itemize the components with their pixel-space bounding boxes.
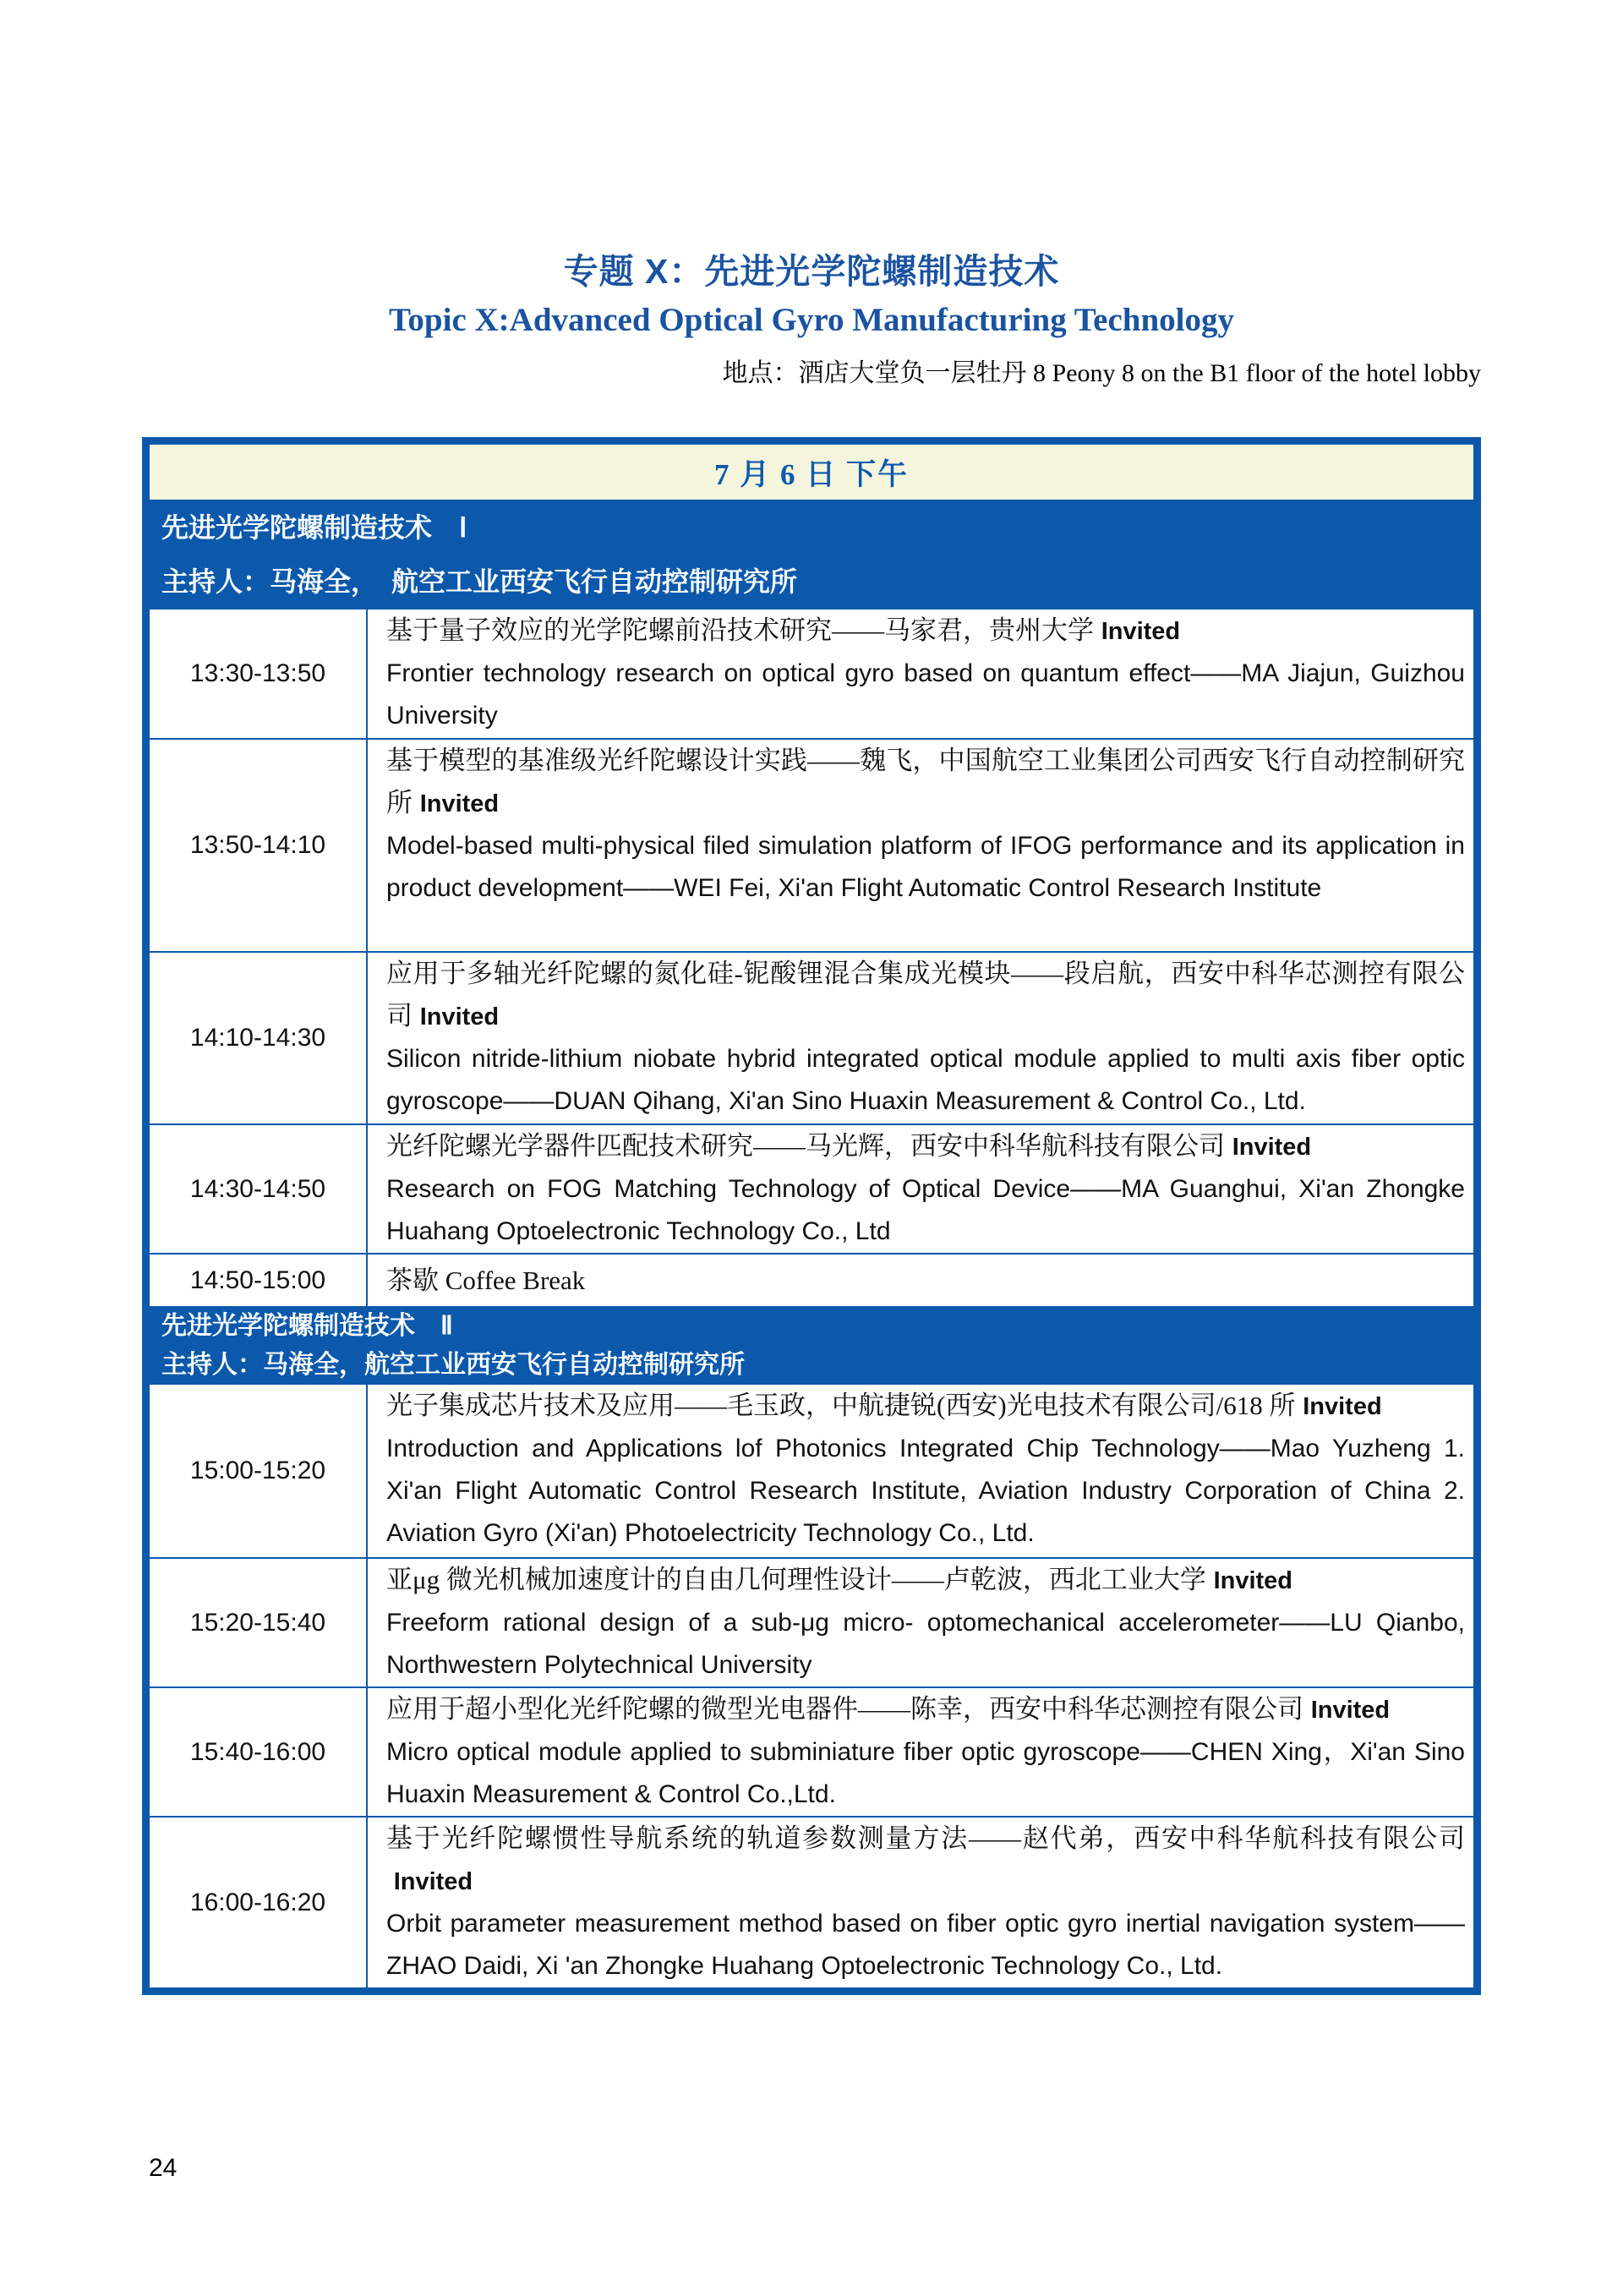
- talk-cell: [368, 953, 1473, 1123]
- talk-title-zh: 亚μg 微光机械加速度计的自由几何理性设计——卢乾波，西北工业大学 Invited: [386, 1565, 1293, 1594]
- talk-title-en: Silicon nitride-lithium niobate hybrid integrated optical module applied to multi axis fiber optic gyroscope——DUAN Qihang, Xi'an Sino Huaxin Measurement & Control Co., Ltd.: [386, 1045, 1465, 1115]
- table-row: [150, 951, 1473, 1123]
- time-cell: 15:20-15:40: [150, 1559, 368, 1686]
- time-cell: 16:00-16:20: [150, 1818, 368, 1987]
- talk-cell: [368, 1255, 1473, 1306]
- table-row: [150, 610, 1473, 738]
- page-title-en: Topic X:Advanced Optical Gyro Manufacturing Technology: [388, 302, 1235, 338]
- talk-cell: [368, 610, 1473, 738]
- invited-badge: Invited: [419, 790, 500, 817]
- schedule-table: [142, 437, 1481, 1995]
- talk-title-zh: 应用于多轴光纤陀螺的氮化硅-铌酸锂混合集成光模块——段启航，西安中科华芯测控有限公司 Invited: [386, 959, 1465, 1030]
- table-row: [150, 1686, 1473, 1816]
- talk-title-zh: 光子集成芯片技术及应用——毛玉政，中航捷锐(西安)光电技术有限公司/618 所 Invited: [386, 1391, 1382, 1420]
- time-cell: 14:30-14:50: [150, 1125, 368, 1253]
- invited-badge: Invited: [1232, 1134, 1312, 1161]
- talk-cell: [368, 1385, 1473, 1557]
- talk-title-en: Micro optical module applied to subminiature fiber optic gyroscope——CHEN Xing，Xi'an Sino Huaxin Measurement & Control Co.,Ltd.: [386, 1738, 1465, 1808]
- time-cell: 14:10-14:30: [150, 953, 368, 1123]
- time-cell: 15:00-15:20: [150, 1385, 368, 1557]
- talk-title-en: Model-based multi-physical filed simulation platform of IFOG performance and its application in product development——WEI Fei, Xi'an Flight Automatic Control Research Institute: [386, 832, 1465, 902]
- page-title-zh: 专题 X：先进光学陀螺制造技术: [563, 252, 1060, 291]
- table-row: [150, 1123, 1473, 1253]
- time-cell: 15:40-16:00: [150, 1688, 368, 1816]
- talk-title-zh: 基于模型的基准级光纤陀螺设计实践——魏飞，中国航空工业集团公司西安飞行自动控制研究所 Invited: [386, 746, 1465, 817]
- time-cell: 13:30-13:50: [150, 610, 368, 738]
- date-header-row: 7 月 6 日 下午: [150, 445, 1473, 500]
- talk-title-en: Introduction and Applications lof Photonics Integrated Chip Technology——Mao Yuzheng 1. Xi'an Flight Automatic Control Research Institute, Aviation Industry Corporation of China 2. Aviation Gyro (Xi'an) Photoelectricity Technology Co., Ltd.: [386, 1435, 1465, 1547]
- section-1-chair: 主持人：马海全， 航空工业西安飞行自动控制研究所: [161, 566, 798, 597]
- table-row: [150, 1557, 1473, 1686]
- location-line: 地点：酒店大堂负一层牡丹 8 Peony 8 on the B1 floor of the hotel lobby: [722, 359, 1481, 387]
- talk-cell: [368, 740, 1473, 951]
- talk-title-en: Orbit parameter measurement method based on fiber optic gyro inertial navigation system——ZHAO Daidi, Xi 'an Zhongke Huahang Optoelectronic Technology Co., Ltd.: [386, 1910, 1465, 1980]
- invited-badge: Invited: [1303, 1393, 1382, 1420]
- coffee-break-label: 茶歇 Coffee Break: [386, 1266, 586, 1295]
- time-cell: 14:50-15:00: [150, 1255, 368, 1306]
- invited-badge: Invited: [419, 1003, 500, 1030]
- section-2-chair: 主持人：马海全，航空工业西安飞行自动控制研究所: [161, 1351, 745, 1379]
- invited-badge: Invited: [1101, 618, 1181, 645]
- section-2-title: 先进光学陀螺制造技术 Ⅱ: [161, 1312, 453, 1340]
- talk-title-zh: 基于量子效应的光学陀螺前沿技术研究——马家君，贵州大学 Invited: [386, 615, 1181, 645]
- talk-title-zh: 基于光纤陀螺惯性导航系统的轨道参数测量方法——赵代弟，西安中科华航科技有限公司Invited: [386, 1823, 1465, 1895]
- talk-title-zh: 应用于超小型化光纤陀螺的微型光电器件——陈幸，西安中科华芯测控有限公司 Invited: [386, 1694, 1391, 1724]
- invited-badge: Invited: [1213, 1567, 1293, 1594]
- table-row-coffee-break: [150, 1253, 1473, 1306]
- page-number: 24: [149, 2154, 178, 2182]
- invited-badge: Invited: [1310, 1697, 1391, 1724]
- talk-cell: [368, 1559, 1473, 1686]
- invited-badge: Invited: [393, 1868, 473, 1895]
- time-cell: 13:50-14:10: [150, 740, 368, 951]
- table-row: [150, 1385, 1473, 1557]
- talk-title-en: Research on FOG Matching Technology of Optical Device——MA Guanghui, Xi'an Zhongke Huahang Optoelectronic Technology Co., Ltd: [386, 1175, 1465, 1245]
- section-1-header: [150, 500, 1473, 610]
- table-row: [150, 1816, 1473, 1987]
- table-row: [150, 738, 1473, 951]
- talk-title-en: Freeform rational design of a sub-μg micro- optomechanical accelerometer——LU Qianbo, Northwestern Polytechnical University: [386, 1609, 1465, 1679]
- talk-cell: [368, 1818, 1473, 1987]
- section-1-title: 先进光学陀螺制造技术 Ⅰ: [161, 512, 467, 543]
- talk-title-en: Frontier technology research on optical gyro based on quantum effect——MA Jiajun, Guizhou University: [386, 659, 1465, 730]
- talk-title-zh: 光纤陀螺光学器件匹配技术研究——马光辉，西安中科华航科技有限公司 Invited: [386, 1131, 1312, 1161]
- talk-cell: [368, 1688, 1473, 1816]
- talk-cell: [368, 1125, 1473, 1253]
- section-2-header: [150, 1306, 1473, 1385]
